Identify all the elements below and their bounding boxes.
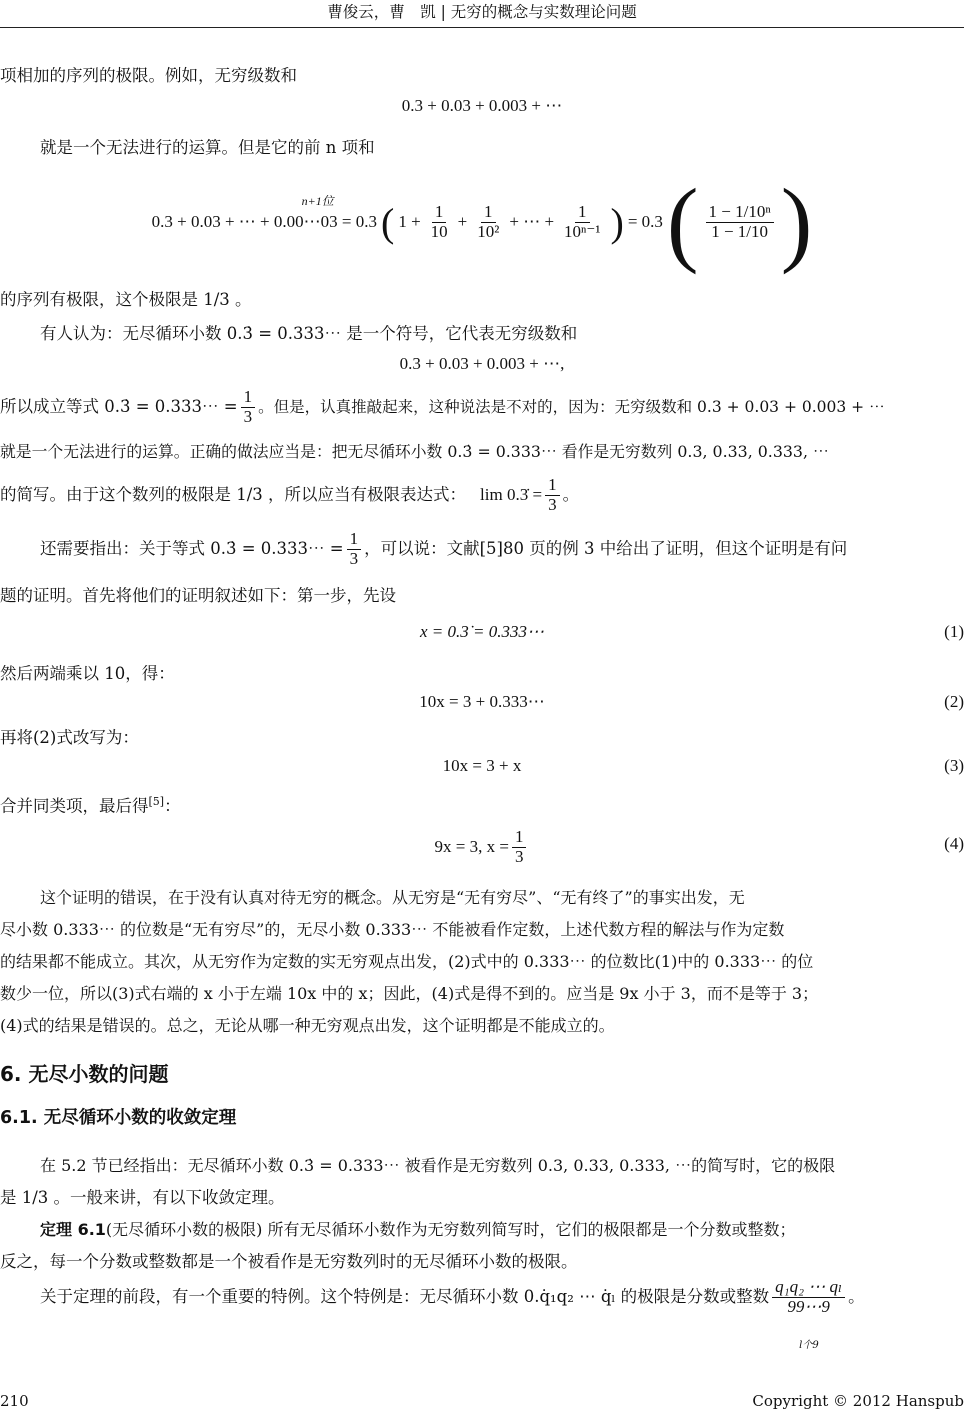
fraction: $\frac{1}{3}$ [545, 476, 560, 514]
text-line: 是 1/3 。一般来讲，有以下收敛定理。 [0, 1188, 285, 1207]
text-line: 尽小数 0.333⋯ 的位数是“无有穷尽”的，无尽小数 0.333⋯ 不能被看作定数，上述代数方程的解法与作为定数 [0, 920, 785, 939]
big-fraction: $\frac{\text{1 − 1/10ⁿ}}{1 - 1/10}$ [706, 203, 774, 241]
brace-label: l个9 [799, 1340, 819, 1351]
citation: [5] [148, 795, 165, 808]
equation-series-2: 0.3 + 0.03 + 0.003 + ⋯, [399, 354, 565, 373]
text-run: 。但是，认真推敲起来，这种说法是不对的，因为：无穷级数和 0.3 + 0.03 + 0.003 + ⋯ [258, 398, 885, 417]
fraction-b: $\frac{1}{\text{10²}}$ [477, 201, 500, 241]
equation-number: (3) [944, 756, 964, 775]
text-line: 然后两端乘以 10，得： [0, 664, 175, 683]
text-line: (4)式的结果是错误的。总之，无论从哪一种无穷观点出发，这个证明都是不能成立的。 [0, 1016, 615, 1035]
text-run: ，可以说：文献[5]80 页的例 3 中给出了证明，但这个证明是有问 [364, 539, 848, 559]
paragraph-13 [0, 882, 964, 1042]
inner-mid: + ⋯ + [509, 212, 555, 231]
text-line: 就是一个无法进行的运算。但是它的前 n 项和 [40, 138, 375, 157]
paragraph-4 [0, 318, 964, 350]
equation-2: 10x = 3 + 0.333⋯ (2) [419, 692, 964, 711]
theorem-text: (无尽循环小数的极限) 所有无尽循环小数作为无穷数列简写时，它们的极限都是一个分数或整数； [105, 1220, 796, 1239]
text-line: 就是一个无法进行的运算。正确的做法应当是：把无尽循环小数 0.3̇ = 0.333⋯ 看作是无穷数列 0.3, 0.33, 0.333, ⋯ [0, 442, 829, 461]
paragraph-9 [0, 580, 964, 612]
paragraph-11 [0, 722, 964, 754]
equation-number: (2) [944, 692, 964, 711]
equation-number: (4) [944, 834, 964, 853]
text-line: 题的证明。首先将他们的证明叙述如下：第一步，先设 [0, 586, 396, 605]
text-line: 这个证明的错误，在于没有认真对待无穷的概念。从无穷是“无有穷尽”、“无有终了”的事实出发，无 [40, 888, 745, 907]
copyright: Copyright © 2012 Hanspub [752, 1392, 964, 1410]
paragraph-6 [0, 436, 964, 468]
text-line: 的序列有极限，这个极限是 1/3 。 [0, 290, 252, 309]
paragraph-8 [0, 530, 964, 568]
equation-3: 10x = 3 + x (3) [442, 756, 964, 775]
paragraph-5 [0, 388, 964, 426]
limit-expr: lim 0.3̇ = [480, 485, 543, 505]
running-header: 曹俊云，曹 凯 | 无穷的概念与实数理论问题 [327, 3, 637, 21]
equation-series: 0.3 + 0.03 + 0.003 + ⋯ [401, 96, 563, 115]
paragraph-3 [0, 284, 964, 316]
paragraph-2 [0, 132, 964, 164]
fraction-c: $\frac{1}{\text{10ⁿ⁻¹}}$ [564, 201, 601, 241]
fraction-a: $\frac{1}{10}$ [430, 201, 448, 241]
paragraph-1 [0, 60, 964, 92]
fraction: $\frac{\text{q₁q₂ ⋯ qₗ}}{99\cdots 9}$ [772, 1278, 845, 1316]
text-line: 在 5.2 节已经指出：无尽循环小数 0.3̇ = 0.333⋯ 被看作是无穷数列 0.3, 0.33, 0.333, ⋯的简写时，它的极限 [40, 1156, 836, 1175]
big-right-paren: ) [780, 168, 813, 275]
section-heading-6: 6. 无尽小数的问题 [0, 1062, 169, 1086]
paragraph-15: 关于定理的前段，有一个重要的特例。这个特例是：无尽循环小数 0.q̇₁q₂ ⋯ q̇ₗ 的极限是分数或整数 $\frac{\text{q₁q₂ ⋯ qₗ}}{99\cdots 9}$ l个9 。 [0, 1278, 964, 1316]
left-paren: ( [380, 199, 395, 245]
text-run: 所以成立等式 0.3̇ = 0.333⋯ = [0, 397, 238, 417]
paragraph-14 [0, 1150, 964, 1214]
text-run: 还需要指出：关于等式 0.3̇ = 0.333⋯ = [40, 539, 344, 559]
text-line: 再将(2)式改写为： [0, 728, 139, 747]
brace-label: n+1位 [301, 194, 334, 208]
paragraph-10 [0, 658, 964, 690]
equation-number: (1) [944, 622, 964, 641]
big-left-paren: ( [666, 168, 699, 275]
theorem-text-2: 反之，每一个分数或整数都是一个被看作是无穷数列时的无尽循环小数的极限。 [0, 1252, 578, 1271]
text-run: 。 [562, 485, 580, 505]
theorem-label: 定理 6.1 [40, 1220, 106, 1239]
theorem-6-1 [0, 1214, 964, 1278]
page-number: 210 [0, 1392, 29, 1410]
text-line: 有人认为：无尽循环小数 0.3̇ = 0.333⋯ 是一个符号，它代表无穷级数和 [40, 324, 578, 343]
fraction: $\frac{1}{3}$ [347, 530, 362, 568]
text-run: 合并同类项，最后得 [0, 796, 149, 816]
text-run: 的简写。由于这个数列的极限是 1/3 ，所以应当有极限表达式： [0, 485, 467, 505]
text-line: 项相加的序列的极限。例如，无穷级数和 [0, 66, 297, 85]
partial-rhs: = 0.3 [627, 212, 663, 231]
paragraph-7 [0, 476, 964, 514]
fraction: $\frac{1}{3}$ [512, 828, 527, 866]
fraction: $\frac{1}{3}$ [241, 388, 256, 426]
right-paren: ) [610, 199, 624, 245]
section-heading-6-1: 6.1. 无尽循环小数的收敛定理 [0, 1108, 237, 1128]
paragraph-12: 合并同类项，最后得[5]： [0, 795, 181, 816]
text-run: 关于定理的前段，有一个重要的特例。这个特例是：无尽循环小数 0.q̇₁q₂ ⋯ q̇ₗ 的极限是分数或整数 [40, 1287, 770, 1307]
text-line: 数少一位，所以(3)式右端的 x 小于左端 10x 中的 x；因此，(4)式是得不到的。应当是 9x 小于 3，而不是等于 3； [0, 984, 819, 1003]
header-rule [0, 27, 964, 28]
equation-partial-sum: n+1位 0.3 + 0.03 + ⋯ + 0.00⋯03 = 0.3 ( 1 + $\frac{1}{10}$ + $\frac{1}{\text{10²}}$ + ⋯ + $\frac{1}{\text{10ⁿ⁻¹}}$ ) = 0.3 ( $\frac{\text{1 − 1/10ⁿ}}{1 - 1/10}$ ) [151, 168, 813, 275]
equation-1: x = 0.3̇ = 0.333⋯ (1) [420, 622, 964, 641]
partial-lhs: 0.3 + 0.03 + ⋯ + 0.00⋯03 = 0.3 [151, 212, 377, 231]
text-line: 的结果都不能成立。其次，从无穷作为定数的实无穷观点出发，(2)式中的 0.333⋯ 的位数比(1)中的 0.333⋯ 的位 [0, 952, 814, 971]
equation-4: 9x = 3, x = $\frac{1}{3}$ (4) [434, 826, 964, 866]
